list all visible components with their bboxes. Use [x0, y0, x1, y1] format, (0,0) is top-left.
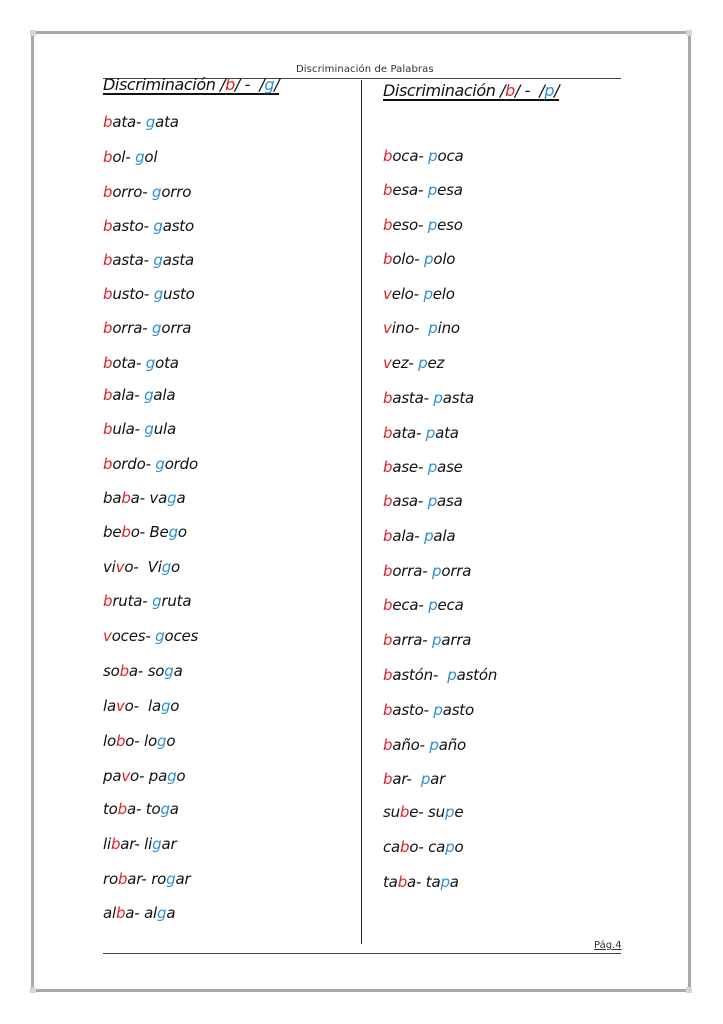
contrast-letter: b [383, 458, 393, 476]
contrast-letter: b [383, 492, 393, 510]
word-pair [383, 389, 474, 407]
word-segment: ala- [112, 386, 145, 404]
corner-mark [686, 30, 692, 36]
contrast-letter: g [144, 386, 154, 404]
word-segment: ar- li [120, 835, 153, 853]
contrast-letter: b [400, 838, 410, 856]
word-segment: o [177, 523, 187, 541]
contrast-letter: b [383, 736, 393, 754]
word-segment: eca [437, 596, 464, 614]
word-pair [103, 420, 176, 438]
contrast-letter: p [418, 354, 428, 372]
contrast-letter: b [115, 904, 126, 922]
contrast-letter: p [420, 770, 431, 788]
contrast-letter: p [433, 701, 443, 719]
word-segment: e- su [409, 803, 445, 821]
word-segment: astón [456, 666, 498, 684]
title-text: Discriminación / [103, 75, 226, 94]
word-segment: ino [437, 319, 460, 337]
contrast-letter: p [427, 458, 438, 476]
contrast-letter: v [121, 767, 131, 785]
word-segment: ota [155, 354, 179, 372]
word-segment: vi [103, 558, 116, 576]
contrast-letter: b [103, 285, 113, 303]
word-pair [383, 873, 459, 891]
contrast-letter: p [432, 562, 442, 580]
contrast-letter: p [424, 527, 434, 545]
contrast-letter: b [383, 250, 393, 268]
word-segment: a [169, 800, 179, 818]
word-segment: o- la [124, 697, 161, 715]
word-pair [383, 701, 474, 719]
word-pair [103, 662, 183, 680]
word-segment: oca- [392, 147, 429, 165]
contrast-letter: b [383, 770, 393, 788]
contrast-letter: p [424, 250, 434, 268]
word-segment: la [103, 697, 116, 715]
contrast-letter: g [135, 148, 145, 166]
contrast-letter: b [103, 592, 113, 610]
word-segment: ar [430, 770, 446, 788]
word-segment: ata [435, 424, 459, 442]
word-segment: asto [442, 701, 474, 719]
contrast-letter: b [103, 113, 113, 131]
contrast-letter: v [115, 558, 125, 576]
word-segment: asto [162, 217, 194, 235]
word-pair [103, 732, 175, 750]
contrast-letter: b [383, 527, 393, 545]
contrast-letter: p [425, 424, 436, 442]
word-pair [103, 386, 175, 404]
word-segment: oces [164, 627, 199, 645]
word-segment: ar- ro [127, 870, 167, 888]
contrast-letter: p [447, 666, 457, 684]
contrast-letter: g [156, 732, 167, 750]
contrast-letter: g [152, 592, 162, 610]
word-segment: orro- [112, 183, 152, 201]
footer-rule [103, 953, 621, 954]
word-segment: año [438, 736, 466, 754]
word-pair [383, 596, 464, 614]
right-section-title [383, 81, 559, 100]
contrast-letter: g [160, 697, 171, 715]
contrast-letter: p [445, 838, 455, 856]
contrast-letter: b [115, 732, 126, 750]
word-segment: oces- [111, 627, 156, 645]
contrast-letter: b [383, 701, 393, 719]
word-segment: año- [392, 736, 430, 754]
word-segment: ala [153, 386, 176, 404]
contrast-letter: b [119, 662, 129, 680]
word-segment: esa- [392, 181, 428, 199]
word-pair [103, 697, 179, 715]
word-pair [103, 285, 195, 303]
word-pair [383, 803, 463, 821]
word-segment: asta- [112, 251, 154, 269]
corner-mark [686, 987, 692, 993]
word-segment: ase- [392, 458, 428, 476]
word-segment: ruta- [112, 592, 153, 610]
contrast-letter: p [440, 873, 450, 891]
word-segment: olo- [392, 250, 425, 268]
contrast-letter: b [399, 803, 410, 821]
word-pair [103, 217, 194, 235]
word-segment: a- va [130, 489, 168, 507]
word-segment: asto- [112, 217, 154, 235]
contrast-letter: v [115, 697, 125, 715]
contrast-letter: g [155, 455, 165, 473]
word-segment: o- Be [130, 523, 169, 541]
running-header: Discriminación de Palabras [296, 64, 434, 75]
contrast-letter: b [383, 596, 393, 614]
title-phoneme-b: p [544, 81, 555, 100]
word-segment: ordo [164, 455, 198, 473]
contrast-letter: p [432, 631, 442, 649]
word-segment: ala- [392, 527, 425, 545]
word-pair [383, 492, 463, 510]
contrast-letter: g [161, 558, 172, 576]
word-segment: orra [441, 562, 472, 580]
word-pair [383, 770, 445, 788]
word-segment: ol- [112, 148, 136, 166]
word-pair [103, 870, 190, 888]
word-pair [103, 558, 180, 576]
word-segment: o [454, 838, 464, 856]
word-segment: a- al [125, 904, 158, 922]
contrast-letter: v [383, 285, 392, 303]
word-segment: arra- [392, 631, 433, 649]
word-segment: ata- [392, 424, 426, 442]
word-segment: su [383, 803, 400, 821]
contrast-letter: p [444, 803, 455, 821]
word-segment: a- to [127, 800, 161, 818]
word-pair [383, 181, 463, 199]
contrast-letter: b [397, 873, 408, 891]
word-segment: astón- [392, 666, 448, 684]
contrast-letter: g [155, 627, 165, 645]
word-pair [103, 767, 185, 785]
word-segment: elo- [391, 285, 424, 303]
contrast-letter: g [145, 113, 156, 131]
word-segment: a- so [128, 662, 165, 680]
word-pair [103, 148, 157, 166]
contrast-letter: b [103, 251, 113, 269]
word-pair [383, 527, 455, 545]
contrast-letter: v [103, 627, 112, 645]
contrast-letter: g [152, 319, 162, 337]
column-divider [361, 80, 362, 944]
word-segment: a [449, 873, 459, 891]
word-segment: eso- [392, 216, 428, 234]
word-segment: orro [161, 183, 192, 201]
title-phoneme-a: b [505, 81, 515, 100]
word-segment: asta [162, 251, 194, 269]
word-segment: ta [383, 873, 398, 891]
word-segment: ol [144, 148, 158, 166]
word-pair [103, 592, 191, 610]
word-segment: to [103, 800, 118, 818]
contrast-letter: p [428, 319, 438, 337]
word-segment: ba [103, 489, 122, 507]
word-segment: ala [433, 527, 456, 545]
word-pair [383, 562, 471, 580]
word-segment: a [176, 489, 186, 507]
left-section-title [103, 75, 279, 94]
word-segment: lo [103, 732, 116, 750]
contrast-letter: b [383, 666, 393, 684]
word-segment: al [103, 904, 116, 922]
word-segment: o- Vi [124, 558, 162, 576]
contrast-letter: g [153, 217, 163, 235]
word-segment: esa [437, 181, 463, 199]
word-pair [383, 838, 464, 856]
contrast-letter: b [103, 183, 113, 201]
contrast-letter: v [383, 354, 392, 372]
word-segment: ordo- [112, 455, 156, 473]
word-pair [103, 800, 179, 818]
title-slash: / [274, 75, 280, 94]
word-segment: o- pa [130, 767, 168, 785]
contrast-letter: g [152, 835, 162, 853]
contrast-letter: g [167, 489, 177, 507]
contrast-letter: p [428, 147, 438, 165]
contrast-letter: p [427, 181, 438, 199]
word-pair [383, 736, 466, 754]
word-segment: orra- [392, 562, 433, 580]
contrast-letter: b [117, 800, 127, 818]
word-segment: o [171, 558, 181, 576]
word-segment: ca [383, 838, 401, 856]
word-segment: ata [155, 113, 179, 131]
contrast-letter: p [429, 736, 439, 754]
contrast-letter: b [383, 424, 393, 442]
word-segment: o [166, 732, 176, 750]
contrast-letter: b [383, 147, 393, 165]
word-segment: e [454, 803, 464, 821]
contrast-letter: g [160, 800, 170, 818]
contrast-letter: b [121, 523, 131, 541]
corner-mark [30, 987, 36, 993]
contrast-letter: b [110, 835, 121, 853]
contrast-letter: b [383, 631, 393, 649]
word-segment: ez- [391, 354, 419, 372]
word-segment: ez [427, 354, 445, 372]
contrast-letter: g [153, 251, 163, 269]
contrast-letter: p [427, 216, 438, 234]
word-segment: ino- [391, 319, 429, 337]
title-separator: / - / [234, 75, 265, 94]
word-segment: ruta [161, 592, 192, 610]
contrast-letter: b [383, 389, 393, 407]
title-text: Discriminación / [383, 81, 506, 100]
contrast-letter: b [121, 489, 131, 507]
title-phoneme-b: g [264, 75, 275, 94]
word-pair [383, 666, 497, 684]
contrast-letter: b [383, 216, 393, 234]
word-segment: asa- [392, 492, 428, 510]
word-segment: so [103, 662, 120, 680]
contrast-letter: b [103, 217, 113, 235]
word-pair [383, 424, 459, 442]
word-pair [383, 250, 455, 268]
contrast-letter: b [103, 354, 113, 372]
word-segment: a [166, 904, 176, 922]
contrast-letter: b [383, 562, 393, 580]
contrast-letter: g [152, 183, 162, 201]
word-segment: eso [437, 216, 463, 234]
word-segment: a [173, 662, 183, 680]
title-phoneme-a: b [225, 75, 235, 94]
word-segment: o [170, 697, 180, 715]
word-segment: usto [163, 285, 195, 303]
word-segment: ata- [112, 113, 146, 131]
word-segment: ar- [392, 770, 421, 788]
word-segment: ase [437, 458, 463, 476]
word-pair [103, 319, 191, 337]
contrast-letter: v [383, 319, 392, 337]
word-segment: orra- [112, 319, 153, 337]
word-pair [383, 147, 464, 165]
contrast-letter: b [383, 181, 393, 199]
word-pair [103, 904, 175, 922]
contrast-letter: b [103, 319, 113, 337]
word-pair [383, 631, 471, 649]
word-segment: asto- [392, 701, 434, 719]
word-segment: arra [441, 631, 472, 649]
contrast-letter: g [164, 662, 174, 680]
word-segment: ar [161, 835, 177, 853]
word-segment: ar [175, 870, 191, 888]
word-segment: o- lo [125, 732, 157, 750]
word-segment: ro [103, 870, 118, 888]
word-segment: li [103, 835, 111, 853]
contrast-letter: b [103, 148, 113, 166]
word-segment: ota- [112, 354, 146, 372]
contrast-letter: b [103, 386, 113, 404]
word-pair [103, 489, 185, 507]
word-segment: ula- [112, 420, 145, 438]
page-number: Pág.4 [594, 940, 622, 951]
word-pair [383, 458, 463, 476]
word-segment: asta- [392, 389, 434, 407]
contrast-letter: g [153, 285, 164, 303]
word-pair [103, 251, 194, 269]
word-segment: o [176, 767, 186, 785]
contrast-letter: g [145, 354, 156, 372]
contrast-letter: g [168, 523, 178, 541]
contrast-letter: g [157, 904, 167, 922]
word-segment: orra [161, 319, 192, 337]
word-segment: elo [432, 285, 455, 303]
contrast-letter: b [117, 870, 128, 888]
title-slash: / [554, 81, 560, 100]
word-segment: o- ca [409, 838, 446, 856]
word-segment: pa [103, 767, 122, 785]
contrast-letter: p [423, 285, 433, 303]
word-pair [103, 455, 198, 473]
word-segment: ula [153, 420, 176, 438]
word-pair [103, 523, 187, 541]
word-pair [383, 216, 463, 234]
contrast-letter: p [428, 596, 438, 614]
word-segment: asa [437, 492, 463, 510]
word-pair [103, 627, 198, 645]
word-segment: oca [437, 147, 464, 165]
word-pair [383, 285, 455, 303]
title-separator: / - / [514, 81, 545, 100]
word-segment: olo [433, 250, 456, 268]
contrast-letter: p [433, 389, 443, 407]
word-pair [103, 183, 191, 201]
word-segment: usto- [112, 285, 154, 303]
word-segment: a- ta [407, 873, 441, 891]
word-pair [103, 835, 176, 853]
word-pair [383, 319, 460, 337]
word-pair [103, 113, 179, 131]
word-segment: asta [442, 389, 474, 407]
word-segment: be [103, 523, 122, 541]
contrast-letter: b [103, 455, 113, 473]
contrast-letter: g [166, 870, 176, 888]
word-pair [103, 354, 179, 372]
contrast-letter: p [427, 492, 438, 510]
contrast-letter: g [144, 420, 154, 438]
contrast-letter: g [167, 767, 177, 785]
corner-mark [30, 30, 36, 36]
word-pair [383, 354, 444, 372]
word-segment: eca- [392, 596, 429, 614]
contrast-letter: b [103, 420, 113, 438]
